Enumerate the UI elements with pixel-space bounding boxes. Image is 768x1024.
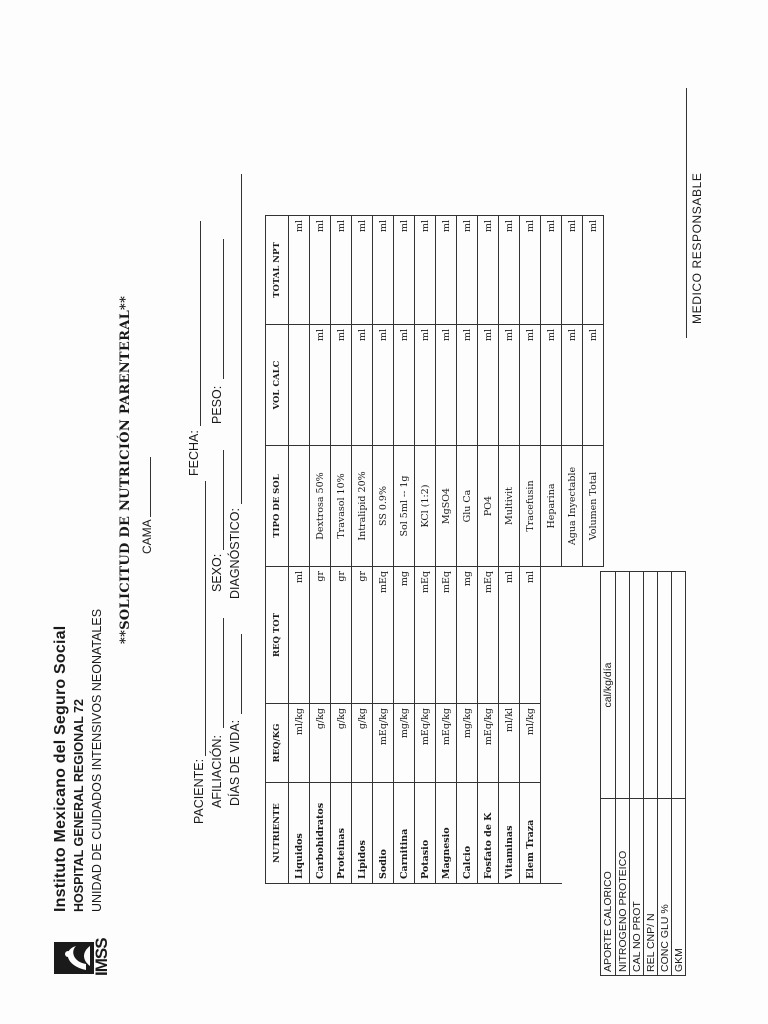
- table-row: [457, 216, 478, 884]
- peso-label: PESO:: [210, 385, 224, 424]
- table-row: [415, 216, 436, 884]
- calc-value[interactable]: [644, 572, 658, 799]
- req-kg-cell[interactable]: mEq/kg: [478, 704, 499, 783]
- afiliacion-field[interactable]: [223, 618, 224, 728]
- req-tot-cell[interactable]: mEq: [373, 567, 394, 704]
- table-row: [541, 216, 562, 884]
- total-npt-cell[interactable]: ml: [583, 216, 604, 325]
- hospital-name: HOSPITAL GENERAL REGIONAL 72: [72, 698, 86, 912]
- req-tot-cell[interactable]: gr: [352, 567, 373, 704]
- logo-text: IMSS: [92, 938, 111, 976]
- vol-calc-cell[interactable]: ml: [415, 325, 436, 446]
- req-tot-cell[interactable]: ml: [499, 567, 520, 704]
- total-npt-cell[interactable]: ml: [541, 216, 562, 325]
- tipo-sol-cell: SS 0.9%: [373, 446, 394, 567]
- req-kg-cell[interactable]: mEq/kg: [415, 704, 436, 783]
- req-kg-cell[interactable]: g/kg: [331, 704, 352, 783]
- total-npt-cell[interactable]: ml: [373, 216, 394, 325]
- nutriente-cell: Liquidos: [289, 783, 310, 884]
- vol-calc-cell[interactable]: ml: [583, 325, 604, 446]
- cama-label: CAMA: [140, 519, 154, 554]
- total-npt-cell[interactable]: ml: [499, 216, 520, 325]
- tipo-sol-cell: MgSO4: [436, 446, 457, 567]
- total-npt-cell[interactable]: ml: [562, 216, 583, 325]
- peso-field[interactable]: [223, 239, 224, 379]
- nutriente-cell: Calcio: [457, 783, 478, 884]
- dias-label: DÍAS DE VIDA:: [228, 719, 242, 806]
- diagnostico-label: DIAGNÓSTICO:: [228, 508, 242, 599]
- req-tot-cell[interactable]: gr: [310, 567, 331, 704]
- calc-row: [616, 572, 630, 976]
- req-tot-cell[interactable]: ml: [520, 567, 541, 704]
- req-tot-cell[interactable]: mg: [457, 567, 478, 704]
- total-npt-cell[interactable]: ml: [352, 216, 373, 325]
- calc-value[interactable]: [672, 572, 686, 799]
- tipo-sol-cell: Glu Ca: [457, 446, 478, 567]
- tipo-sol-cell: PO4: [478, 446, 499, 567]
- table-header-row: [266, 216, 289, 884]
- table-row: [310, 216, 331, 884]
- header-req-tot: REQ TOT: [266, 567, 289, 704]
- total-npt-cell[interactable]: ml: [331, 216, 352, 325]
- header-nutriente: NUTRIENTE: [266, 783, 289, 884]
- tipo-sol-cell: Intralipid 20%: [352, 446, 373, 567]
- table-row: [499, 216, 520, 884]
- calc-label: REL CNP/ N: [644, 799, 658, 976]
- signature-label: MEDICO RESPONSABLE: [690, 172, 704, 324]
- vol-calc-cell[interactable]: ml: [436, 325, 457, 446]
- tipo-sol-cell: Volumen Total: [583, 446, 604, 567]
- vol-calc-cell[interactable]: ml: [478, 325, 499, 446]
- req-tot-cell[interactable]: mg: [394, 567, 415, 704]
- fecha-label: FECHA:: [187, 430, 201, 476]
- total-npt-cell[interactable]: ml: [310, 216, 331, 325]
- req-tot-cell[interactable]: mEq: [415, 567, 436, 704]
- table-row: [373, 216, 394, 884]
- header-tipo-sol: TIPO DE SOL: [266, 446, 289, 567]
- signature-line[interactable]: [686, 88, 687, 338]
- cama-field: [140, 457, 154, 554]
- req-kg-cell[interactable]: ml/kg: [520, 704, 541, 783]
- calc-value[interactable]: [658, 572, 672, 799]
- tipo-sol-cell: Dextrosa 50%: [310, 446, 331, 567]
- req-kg-cell[interactable]: mEq/kg: [436, 704, 457, 783]
- calc-label: CONC GLU %: [658, 799, 672, 976]
- calc-value[interactable]: [630, 572, 644, 799]
- nutriente-cell: Vitaminas: [499, 783, 520, 884]
- vol-calc-cell[interactable]: ml: [394, 325, 415, 446]
- req-kg-cell[interactable]: mg/kg: [394, 704, 415, 783]
- calc-unit[interactable]: cal/kg/día: [601, 572, 616, 799]
- vol-calc-cell[interactable]: ml: [541, 325, 562, 446]
- calc-label: GKM: [672, 799, 686, 976]
- header-vol-calc: VOL CALC: [266, 325, 289, 446]
- vol-calc-cell[interactable]: ml: [457, 325, 478, 446]
- calc-label: APORTE CALORICO: [601, 799, 616, 976]
- tipo-sol-cell: Travasol 10%: [331, 446, 352, 567]
- nutriente-cell: Carnitina: [394, 783, 415, 884]
- fecha-field[interactable]: [200, 221, 201, 426]
- req-kg-cell[interactable]: mg/kg: [457, 704, 478, 783]
- calc-row: [630, 572, 644, 976]
- req-tot-cell[interactable]: gr: [331, 567, 352, 704]
- paciente-label: PACIENTE:: [192, 758, 206, 824]
- calc-row: [644, 572, 658, 976]
- nutriente-cell: Elem Traza: [520, 783, 541, 884]
- calc-label: CAL NO PROT: [630, 799, 644, 976]
- total-npt-cell[interactable]: ml: [457, 216, 478, 325]
- vol-calc-cell[interactable]: ml: [310, 325, 331, 446]
- req-kg-cell[interactable]: g/kg: [352, 704, 373, 783]
- req-kg-cell[interactable]: ml/kl: [499, 704, 520, 783]
- nutrition-table: [265, 215, 604, 884]
- diagnostico-field[interactable]: [241, 174, 242, 504]
- vol-calc-cell[interactable]: [289, 325, 310, 446]
- institution-name: Instituto Mexicano del Seguro Social: [52, 625, 69, 912]
- tipo-sol-cell: KCl (1:2): [415, 446, 436, 567]
- total-npt-cell[interactable]: ml: [436, 216, 457, 325]
- dias-field[interactable]: [241, 634, 242, 714]
- nutriente-cell: Sodio: [373, 783, 394, 884]
- table-row: [436, 216, 457, 884]
- req-kg-cell[interactable]: ml/kg: [289, 704, 310, 783]
- nutriente-cell: Carbohidratos: [310, 783, 331, 884]
- req-tot-cell[interactable]: mEq: [436, 567, 457, 704]
- req-tot-cell[interactable]: mEq: [478, 567, 499, 704]
- tipo-sol-cell: [289, 446, 310, 567]
- nutriente-cell: Proteinas: [331, 783, 352, 884]
- total-npt-cell[interactable]: ml: [478, 216, 499, 325]
- sexo-label: SEXO:: [210, 553, 224, 592]
- table-row: [562, 216, 583, 884]
- tipo-sol-cell: Agua Inyectable: [562, 446, 583, 567]
- total-npt-cell[interactable]: ml: [520, 216, 541, 325]
- caloric-table: [600, 571, 686, 976]
- header-req-kg: REQ/KG: [266, 704, 289, 783]
- vol-calc-cell[interactable]: ml: [499, 325, 520, 446]
- nutriente-cell: Fosfato de K: [478, 783, 499, 884]
- calc-value[interactable]: [616, 572, 630, 799]
- sexo-field[interactable]: [223, 450, 224, 550]
- table-row: [331, 216, 352, 884]
- vol-calc-cell[interactable]: ml: [373, 325, 394, 446]
- form-title: **SOLICITUD DE NUTRICIÓN PARENTERAL**: [118, 295, 133, 644]
- calc-row: [601, 572, 616, 976]
- vol-calc-cell[interactable]: ml: [520, 325, 541, 446]
- table-row: [352, 216, 373, 884]
- afiliacion-label: AFILIACIÓN:: [210, 735, 224, 808]
- table-row: [289, 216, 310, 884]
- vol-calc-cell[interactable]: ml: [352, 325, 373, 446]
- calc-row: [672, 572, 686, 976]
- req-kg-cell[interactable]: g/kg: [310, 704, 331, 783]
- nutriente-cell: Magnesio: [436, 783, 457, 884]
- tipo-sol-cell: Heparina: [541, 446, 562, 567]
- calc-row: [658, 572, 672, 976]
- total-npt-cell[interactable]: ml: [289, 216, 310, 325]
- calc-label: NITROGENO PROTEICO: [616, 799, 630, 976]
- req-kg-cell[interactable]: mEq/kg: [373, 704, 394, 783]
- unit-name: UNIDAD DE CUIDADOS INTENSIVOS NEONATALES: [90, 608, 104, 912]
- table-row: [478, 216, 499, 884]
- table-row: [520, 216, 541, 884]
- tipo-sol-cell: Multivit: [499, 446, 520, 567]
- nutriente-cell: Lipidos: [352, 783, 373, 884]
- table-row: [394, 216, 415, 884]
- paciente-field[interactable]: [205, 481, 206, 756]
- total-npt-cell[interactable]: ml: [415, 216, 436, 325]
- vol-calc-cell[interactable]: ml: [562, 325, 583, 446]
- tipo-sol-cell: Sol 5ml -- 1g: [394, 446, 415, 567]
- nutriente-cell: Potasio: [415, 783, 436, 884]
- tipo-sol-cell: Tracefusin: [520, 446, 541, 567]
- req-tot-cell[interactable]: ml: [289, 567, 310, 704]
- cama-line[interactable]: [140, 457, 151, 517]
- vol-calc-cell[interactable]: ml: [331, 325, 352, 446]
- total-npt-cell[interactable]: ml: [394, 216, 415, 325]
- header-total-npt: TOTAL NPT: [266, 216, 289, 325]
